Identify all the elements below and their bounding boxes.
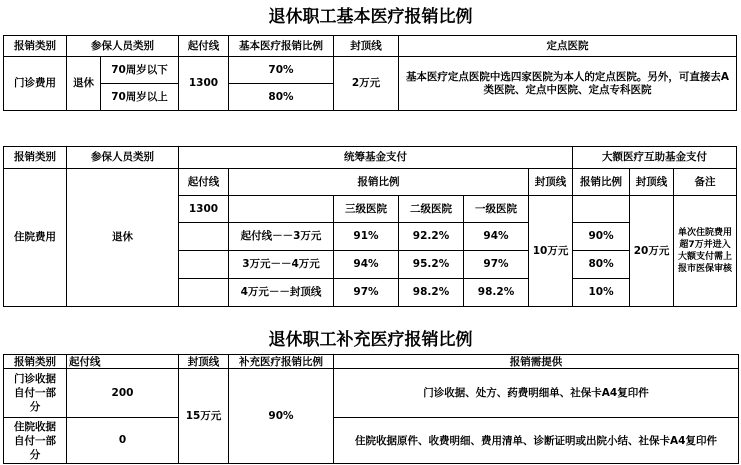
major-ratio: 90% bbox=[573, 223, 630, 251]
header-person-type: 参保人员类别 bbox=[67, 36, 179, 57]
subheader-ratio-major: 报销比例 bbox=[573, 169, 630, 196]
range-label: 3万元－－4万元 bbox=[229, 251, 334, 279]
header-deductible: 起付线 bbox=[67, 355, 179, 369]
rate-under-70: 70% bbox=[229, 57, 334, 84]
supplementary-rate: 90% bbox=[229, 369, 334, 464]
subheader-deductible: 起付线 bbox=[179, 169, 229, 196]
rate-tier3: 94% bbox=[334, 251, 399, 279]
age-over-70: 70周岁以上 bbox=[101, 84, 179, 111]
major-ratio: 80% bbox=[573, 251, 630, 279]
header-cap: 封顶线 bbox=[179, 355, 229, 369]
page-title-basic: 退休职工基本医疗报销比例 bbox=[268, 7, 473, 27]
major-cap-value: 20万元 bbox=[630, 196, 674, 307]
table-row-blank bbox=[179, 251, 229, 279]
range-label: 4万元－－封顶线 bbox=[229, 279, 334, 307]
major-ratio-blank bbox=[573, 196, 630, 223]
header-required-documents: 报销需提供 bbox=[334, 355, 739, 369]
cap-value: 2万元 bbox=[334, 57, 399, 111]
rate-tier1: 97% bbox=[464, 251, 529, 279]
inpatient-documents: 住院收据原件、收费明细、费用清单、诊断证明或出院小结、社保卡A4复印件 bbox=[334, 418, 739, 464]
deductible-outpatient: 200 bbox=[67, 369, 179, 418]
category-outpatient: 门诊费用 bbox=[4, 57, 67, 111]
rate-tier2: 98.2% bbox=[399, 279, 464, 307]
major-ratio: 10% bbox=[573, 279, 630, 307]
header-basic-rate: 基本医疗报销比例 bbox=[229, 36, 334, 57]
category-outpatient-receipt: 门诊收据自付一部分 bbox=[4, 369, 67, 418]
deductible-value: 1300 bbox=[179, 57, 229, 111]
designated-hospital-text: 基本医疗定点医院中选四家医院为本人的定点医院。另外，可直接去A类医院、定点中医院、定点专科医院 bbox=[399, 57, 737, 111]
page-title-supplementary: 退休职工补充医疗报销比例 bbox=[268, 330, 473, 350]
header-major-mutual-fund: 大额医疗互助基金支付 bbox=[573, 147, 737, 169]
rate-tier1: 98.2% bbox=[464, 279, 529, 307]
header-pooled-fund: 统筹基金支付 bbox=[179, 147, 573, 169]
header-person-type: 参保人员类别 bbox=[67, 147, 179, 169]
outpatient-documents: 门诊收据、处方、药费明细单、社保卡A4复印件 bbox=[334, 369, 739, 418]
subheader-ratio: 报销比例 bbox=[229, 169, 529, 196]
header-supplementary-rate: 补充医疗报销比例 bbox=[229, 355, 334, 369]
header-deductible: 起付线 bbox=[179, 36, 229, 57]
rate-over-70: 80% bbox=[229, 84, 334, 111]
basic-outpatient-table bbox=[3, 35, 737, 111]
header-designated-hospital: 定点医院 bbox=[399, 36, 737, 57]
age-under-70: 70周岁以下 bbox=[101, 57, 179, 84]
rate-tier3: 91% bbox=[334, 223, 399, 251]
header-category: 报销类别 bbox=[4, 147, 67, 169]
level-blank bbox=[229, 196, 334, 223]
deductible-inpatient: 0 bbox=[67, 418, 179, 464]
rate-tier2: 95.2% bbox=[399, 251, 464, 279]
header-category: 报销类别 bbox=[4, 36, 67, 57]
cap-value: 15万元 bbox=[179, 369, 229, 464]
table-row-blank bbox=[179, 279, 229, 307]
deductible-value: 1300 bbox=[179, 196, 229, 223]
header-cap: 封顶线 bbox=[334, 36, 399, 57]
basic-inpatient-table bbox=[3, 146, 737, 307]
category-inpatient: 住院费用 bbox=[4, 169, 67, 307]
person-retired: 退休 bbox=[67, 169, 179, 307]
rate-tier3: 97% bbox=[334, 279, 399, 307]
subheader-note: 备注 bbox=[674, 169, 737, 196]
rate-tier1: 94% bbox=[464, 223, 529, 251]
level-tier3: 三级医院 bbox=[334, 196, 399, 223]
table-row-blank bbox=[179, 223, 229, 251]
level-tier2: 二级医院 bbox=[399, 196, 464, 223]
range-label: 起付线－－3万元 bbox=[229, 223, 334, 251]
header-category: 报销类别 bbox=[4, 355, 67, 369]
rate-tier2: 92.2% bbox=[399, 223, 464, 251]
cap-value: 10万元 bbox=[529, 196, 573, 307]
person-retired: 退休 bbox=[67, 57, 101, 111]
level-tier1: 一级医院 bbox=[464, 196, 529, 223]
note-text: 单次住院费用超7万并进入大额支付需上报市医保审核 bbox=[674, 196, 737, 307]
subheader-cap: 封顶线 bbox=[529, 169, 573, 196]
category-inpatient-receipt: 住院收据自付一部分 bbox=[4, 418, 67, 464]
supplementary-table bbox=[3, 354, 739, 464]
subheader-cap-major: 封顶线 bbox=[630, 169, 674, 196]
